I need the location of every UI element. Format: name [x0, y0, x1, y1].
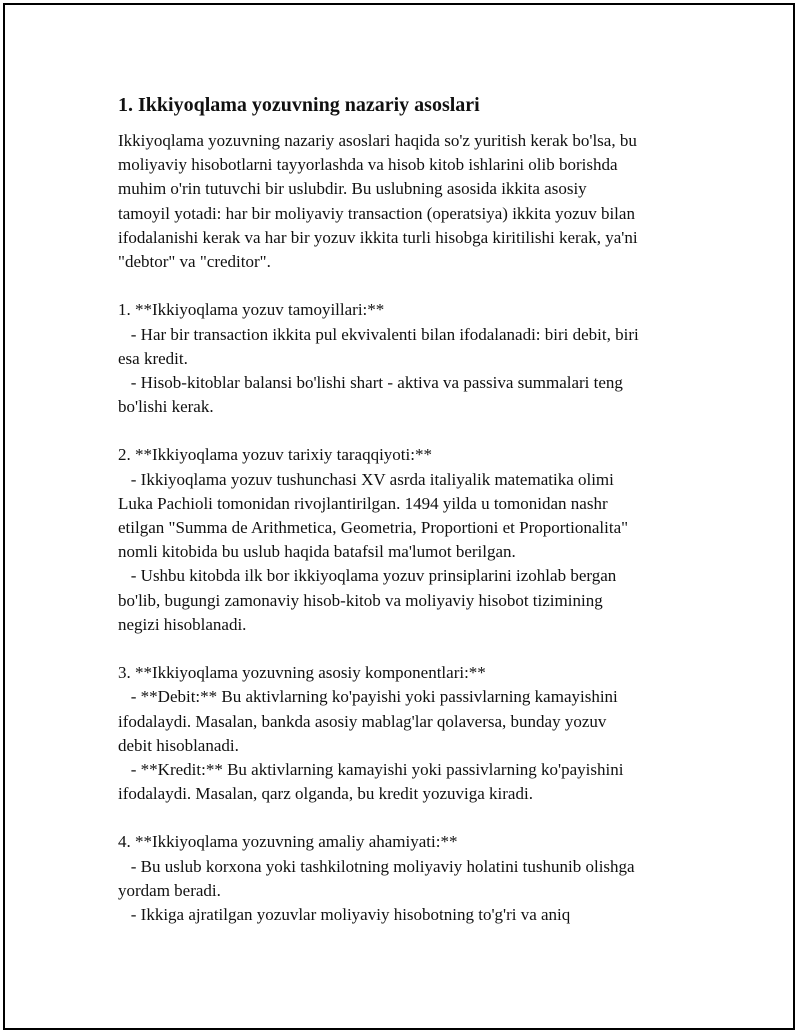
text-line: "debtor" va "creditor".: [118, 251, 271, 271]
document-body: [118, 92, 718, 927]
text-line: Luka Pachioli tomonidan rivojlantirilgan. 1494 yilda u tomonidan nashr: [118, 493, 608, 513]
text-line: 4. **Ikkiyoqlama yozuvning amaliy ahamiyati:**: [118, 832, 458, 852]
blank-line: [118, 806, 718, 830]
text-line: bo'lib, bugungi zamonaviy hisob-kitob va moliyaviy hisobot tizimining: [118, 590, 603, 610]
text-line: moliyaviy hisobotlarni tayyorlashda va hisob kitob ishlarini olib borishda: [118, 155, 618, 175]
text-line: nomli kitobida bu uslub haqida batafsil ma'lumot berilgan.: [118, 542, 516, 562]
text-line: debit hisoblanadi.: [118, 735, 239, 755]
text-line: - Hisob-kitoblar balansi bo'lishi shart - aktiva va passiva summalari teng: [118, 372, 623, 392]
blank-line: [118, 274, 718, 298]
text-line: ifodalanishi kerak va har bir yozuv ikkita turli hisobga kiritilishi kerak, ya'ni: [118, 227, 638, 247]
text-line: negizi hisoblanadi.: [118, 614, 247, 634]
text-line: - Ikkiyoqlama yozuv tushunchasi XV asrda italiyalik matematika olimi: [118, 469, 614, 489]
text-line: - Bu uslub korxona yoki tashkilotning moliyaviy holatini tushunib olishga: [118, 856, 635, 876]
text-line: - Har bir transaction ikkita pul ekvivalenti bilan ifodalanadi: biri debit, biri: [118, 324, 639, 344]
document-title: 1. Ikkiyoqlama yozuvning nazariy asoslari: [118, 94, 480, 116]
text-line: bo'lishi kerak.: [118, 397, 214, 417]
text-line: muhim o'rin tutuvchi bir uslubdir. Bu uslubning asosida ikkita asosiy: [118, 179, 587, 199]
text-line: - **Debit:** Bu aktivlarning ko'payishi yoki passivlarning kamayishini: [118, 687, 618, 707]
blank-line: [118, 419, 718, 443]
text-line: ifodalaydi. Masalan, bankda asosiy mablag'lar qolaversa, bunday yozuv: [118, 711, 607, 731]
text-line: 2. **Ikkiyoqlama yozuv tarixiy taraqqiyoti:**: [118, 445, 432, 465]
text-line: - Ikkiga ajratilgan yozuvlar moliyaviy hisobotning to'g'ri va aniq: [118, 905, 571, 924]
text-line: - **Kredit:** Bu aktivlarning kamayishi yoki passivlarning ko'payishini: [118, 759, 624, 779]
text-line: etilgan "Summa de Arithmetica, Geometria, Proportioni et Proportionalita": [118, 518, 629, 537]
text-line: Ikkiyoqlama yozuvning nazariy asoslari haqida so'z yuritish kerak bo'lsa, bu: [118, 131, 637, 150]
text-line: 1. **Ikkiyoqlama yozuv tamoyillari:**: [118, 300, 385, 320]
text-line: esa kredit.: [118, 348, 188, 368]
document-text: [118, 129, 718, 927]
text-line: yordam beradi.: [118, 880, 221, 900]
text-line: - Ushbu kitobda ilk bor ikkiyoqlama yozuv prinsiplarini izohlab bergan: [118, 566, 617, 586]
text-line: ifodalaydi. Masalan, qarz olganda, bu kredit yozuviga kiradi.: [118, 784, 533, 804]
text-line: 3. **Ikkiyoqlama yozuvning asosiy komponentlari:**: [118, 663, 486, 683]
blank-line: [118, 637, 718, 661]
text-line: tamoyil yotadi: har bir moliyaviy transaction (operatsiya) ikkita yozuv bilan: [118, 203, 635, 223]
